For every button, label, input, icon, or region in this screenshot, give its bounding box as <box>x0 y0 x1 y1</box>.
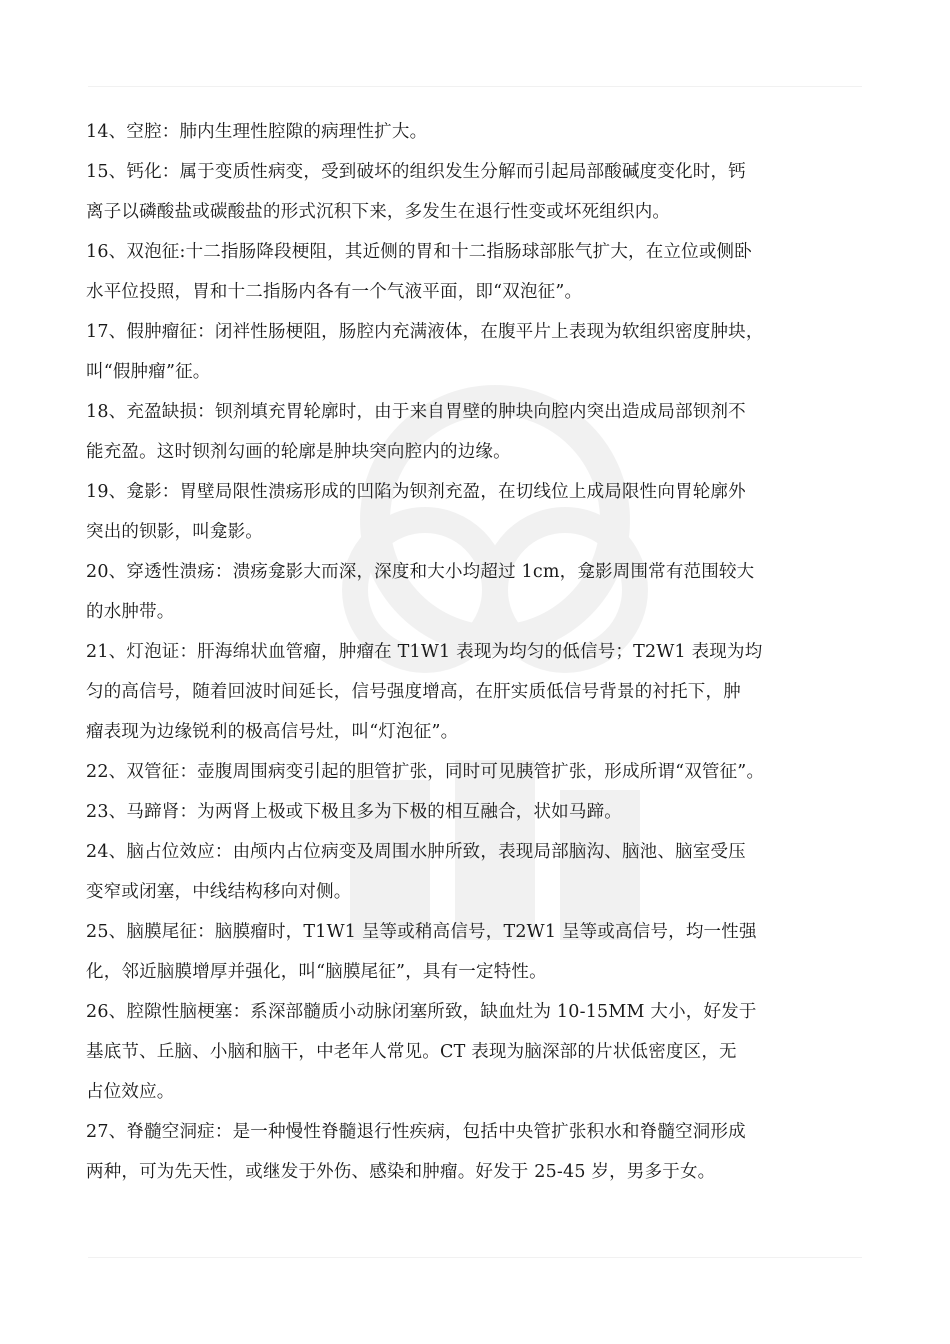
definition-entry <box>86 232 856 312</box>
definition-entry <box>86 112 856 152</box>
definition-entry <box>86 792 856 832</box>
entry-line: 基底节、丘脑、小脑和脑干，中老年人常见。CT 表现为脑深部的片状低密度区，无 <box>86 1042 737 1062</box>
definition-entry <box>86 992 856 1112</box>
entry-line: 24、脑占位效应：由颅内占位病变及周围水肿所致，表现局部脑沟、脑池、脑室受压 <box>86 842 746 862</box>
definition-entry <box>86 832 856 912</box>
entry-line: 27、脊髓空洞症：是一种慢性脊髓退行性疾病，包括中央管扩张积水和脊髓空洞形成 <box>86 1122 746 1142</box>
entry-line: 15、钙化：属于变质性病变，受到破坏的组织发生分解而引起局部酸碱度变化时，钙 <box>86 162 746 182</box>
entry-line: 26、腔隙性脑梗塞：系深部髓质小动脉闭塞所致，缺血灶为 10-15MM 大小，好发于 <box>86 1002 757 1022</box>
entry-line: 25、脑膜尾征：脑膜瘤时，T1W1 呈等或稍高信号，T2W1 呈等或高信号，均一性强 <box>86 922 757 942</box>
entry-line: 23、马蹄肾：为两肾上极或下极且多为下极的相互融合，状如马蹄。 <box>86 802 622 822</box>
entry-line: 21、灯泡证：肝海绵状血管瘤，肿瘤在 T1W1 表现为均匀的低信号；T2W1 表现为均 <box>86 642 763 662</box>
entry-line: 18、充盈缺损：钡剂填充胃轮廓时，由于来自胃壁的肿块向腔内突出造成局部钡剂不 <box>86 402 746 422</box>
entry-line: 19、龛影：胃壁局限性溃疡形成的凹陷为钡剂充盈，在切线位上成局限性向胃轮廓外 <box>86 482 746 502</box>
entry-line: 突出的钡影，叫龛影。 <box>86 522 263 542</box>
entry-line: 离子以磷酸盐或碳酸盐的形式沉积下来，多发生在退行性变或坏死组织内。 <box>86 202 671 222</box>
definition-entry <box>86 392 856 472</box>
entry-line: 匀的高信号，随着回波时间延长，信号强度增高，在肝实质低信号背景的衬托下，肿 <box>86 682 741 702</box>
entry-line: 水平位投照，胃和十二指肠内各有一个气液平面，即“双泡征”。 <box>86 282 583 302</box>
document-body <box>86 112 856 1192</box>
entry-line: 能充盈。这时钡剂勾画的轮廓是肿块突向腔内的边缘。 <box>86 442 511 462</box>
entry-line: 的水肿带。 <box>86 602 175 622</box>
entry-line: 叫“假肿瘤”征。 <box>86 362 211 382</box>
definition-entry <box>86 312 856 392</box>
definition-entry <box>86 632 856 752</box>
entry-line: 16、双泡征:十二指肠降段梗阻，其近侧的胃和十二指肠球部胀气扩大，在立位或侧卧 <box>86 242 752 262</box>
entry-line: 瘤表现为边缘锐利的极高信号灶，叫“灯泡征”。 <box>86 722 459 742</box>
definition-entry <box>86 752 856 792</box>
definition-entry <box>86 472 856 552</box>
definition-entry <box>86 1112 856 1192</box>
entry-line: 两种，可为先天性，或继发于外伤、感染和肿瘤。好发于 25-45 岁，男多于女。 <box>86 1162 716 1182</box>
entry-line: 14、空腔：肺内生理性腔隙的病理性扩大。 <box>86 122 428 142</box>
entry-line: 20、穿透性溃疡：溃疡龛影大而深，深度和大小均超过 1cm，龛影周围常有范围较大 <box>86 562 755 582</box>
entry-line: 22、双管征：壶腹周围病变引起的胆管扩张，同时可见胰管扩张，形成所谓“双管征”。 <box>86 762 765 782</box>
entry-line: 占位效应。 <box>86 1082 175 1102</box>
definition-entry <box>86 912 856 992</box>
entry-line: 化，邻近脑膜增厚并强化，叫“脑膜尾征”，具有一定特性。 <box>86 962 547 982</box>
header-divider <box>88 86 862 87</box>
definition-entry <box>86 152 856 232</box>
entry-line: 17、假肿瘤征：闭袢性肠梗阻，肠腔内充满液体，在腹平片上表现为软组织密度肿块， <box>86 322 764 342</box>
definition-entry <box>86 552 856 632</box>
footer-divider <box>88 1257 862 1258</box>
entry-line: 变窄或闭塞，中线结构移向对侧。 <box>86 882 352 902</box>
